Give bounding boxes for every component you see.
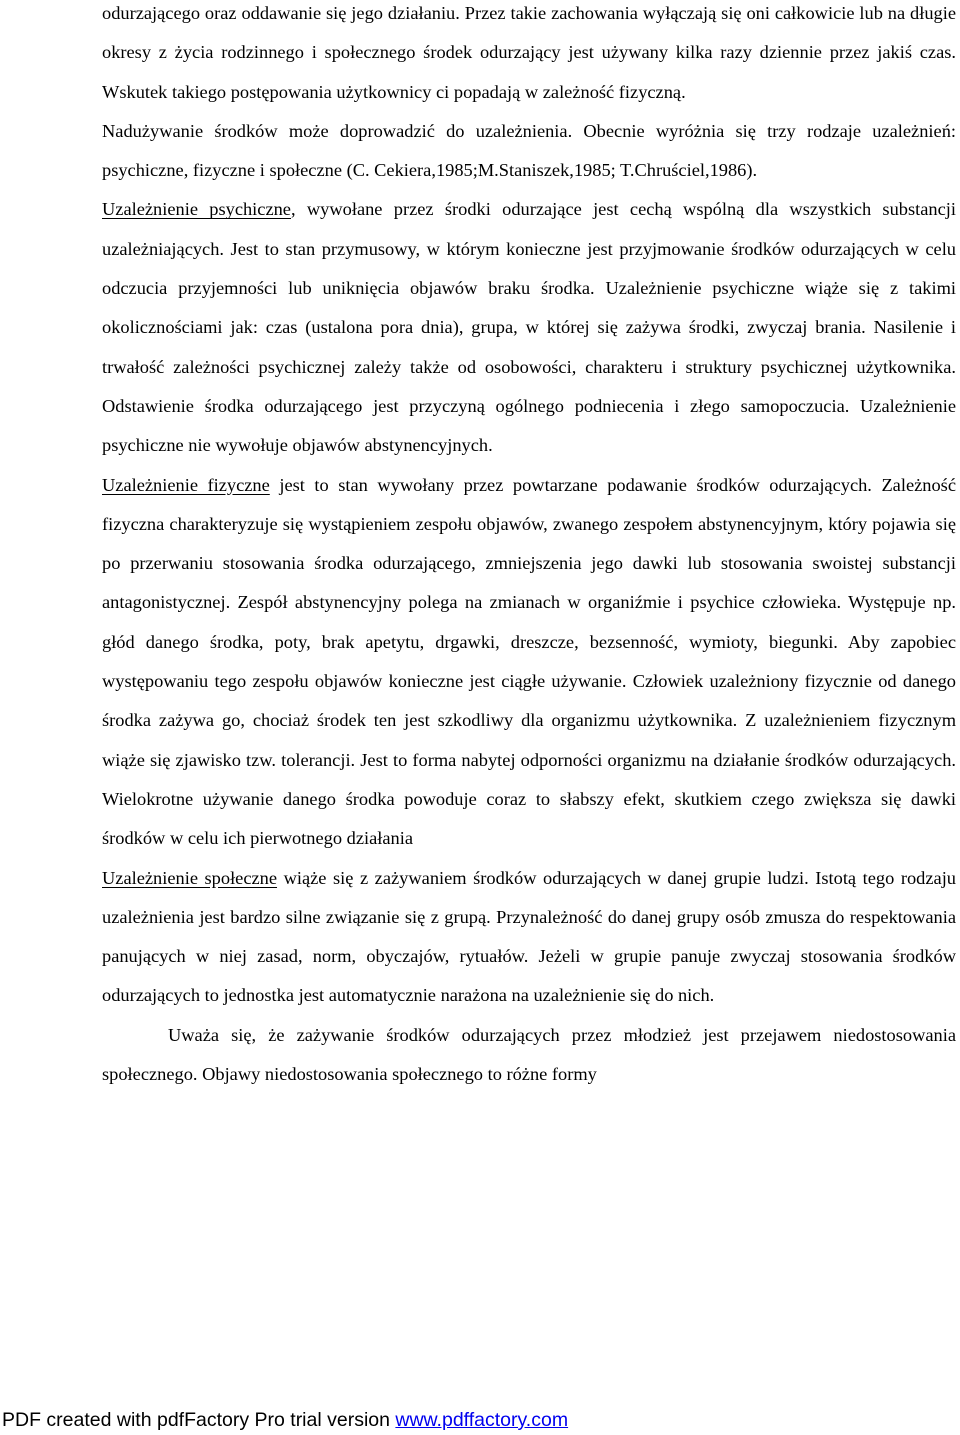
underlined-term: Uzależnienie fizyczne <box>102 474 270 495</box>
pdf-footer-banner <box>2 1407 568 1433</box>
paragraph-intro <box>102 0 956 112</box>
footer-text: PDF created with pdfFactory Pro trial version <box>2 1409 396 1431</box>
paragraph-text: Uważa się, że zażywanie środków odurzających przez młodzież jest przejawem niedostosowania społecznego. Objawy niedostosowania społecznego to różne formy <box>102 1024 956 1085</box>
footer-link[interactable]: www.pdffactory.com <box>395 1409 569 1431</box>
paragraph-text: , wywołane przez środki odurzające jest cechą wspólną dla wszystkich substancji uzależniających. Jest to stan przymusowy, w którym konieczne jest przyjmowanie środków odurzających w celu odczucia przyjemności lub uniknięcia objawów braku środka. Uzależnienie psychiczne wiąże się z takimi okolicznościami jak: czas (ustalona pora dnia), grupa, w której się zażywa środki, zwyczaj brania. Nasilenie i trwałość zależności psychicznej zależy także od osobowości, charakteru i struktury psychicznej użytkownika. Odstawienie środka odurzającego jest przyczyną ogólnego podniecenia i złego samopoczucia. Uzależnienie psychiczne nie wywołuje objawów abstynencyjnych. <box>102 199 956 456</box>
document-page <box>102 0 956 1094</box>
paragraph-addiction-types <box>102 112 956 191</box>
paragraph-physical-addiction <box>102 466 956 859</box>
paragraph-psychological-addiction <box>102 190 956 465</box>
paragraph-text: wiąże się z zażywaniem środków odurzających w danej grupie ludzi. Istotą tego rodzaju uzależnienia jest bardzo silne związanie się z grupą. Przynależność do danej grupy osób zmusza do respektowania panujących w niej zasad, norm, obyczajów, rytuałów. Jeżeli w grupie panuje zwyczaj stosowania środków odurzających to jednostka jest automatycznie narażona na uzależnienie się do nich. <box>102 867 956 1006</box>
paragraph-maladjustment <box>102 1016 956 1095</box>
paragraph-social-addiction <box>102 859 956 1016</box>
paragraph-text: Nadużywanie środków może doprowadzić do uzależnienia. Obecnie wyróżnia się trzy rodzaje uzależnień: psychiczne, fizyczne i społeczne (C. Cekiera,1985;M.Staniszek,1985; T.Chruściel,1986). <box>102 120 956 181</box>
underlined-term: Uzależnienie psychiczne <box>102 199 291 220</box>
paragraph-text: jest to stan wywołany przez powtarzane podawanie środków odurzających. Zależność fizyczna charakteryzuje się wystąpieniem zespołu objawów, zwanego zespołem abstynencyjnym, który pojawia się po przerwaniu stosowania środka odurzającego, zmniejszenia jego dawki lub stosowania swoistej substancji antagonistycznej. Zespół abstynencyjny polega na zmianach w organiźmie i psychice człowieka. Występuje np. głód danego środka, poty, brak apetytu, drgawki, dreszcze, bezsenność, wymioty, biegunki. Aby zapobiec występowaniu tego zespołu objawów konieczne jest ciągłe używanie. Człowiek uzależniony fizycznie od danego środka zażywa go, chociaż środek ten jest szkodliwy dla organizmu użytkownika. Z uzależnieniem fizycznym wiąże się zjawisko tzw. tolerancji. Jest to forma nabytej odporności organizmu na działanie środków odurzających. Wielokrotne używanie danego środka powoduje coraz to słabszy efekt, skutkiem czego zwiększa się dawki środków w celu ich pierwotnego działania <box>102 474 956 849</box>
paragraph-text: odurzającego oraz oddawanie się jego działaniu. Przez takie zachowania wyłączają się oni całkowicie lub na długie okresy z życia rodzinnego i społecznego środek odurzający jest używany kilka razy dziennie przez jakiś czas. Wskutek takiego postępowania użytkownicy ci popadają w zależność fizyczną. <box>102 3 956 102</box>
underlined-term: Uzależnienie społeczne <box>102 867 278 888</box>
